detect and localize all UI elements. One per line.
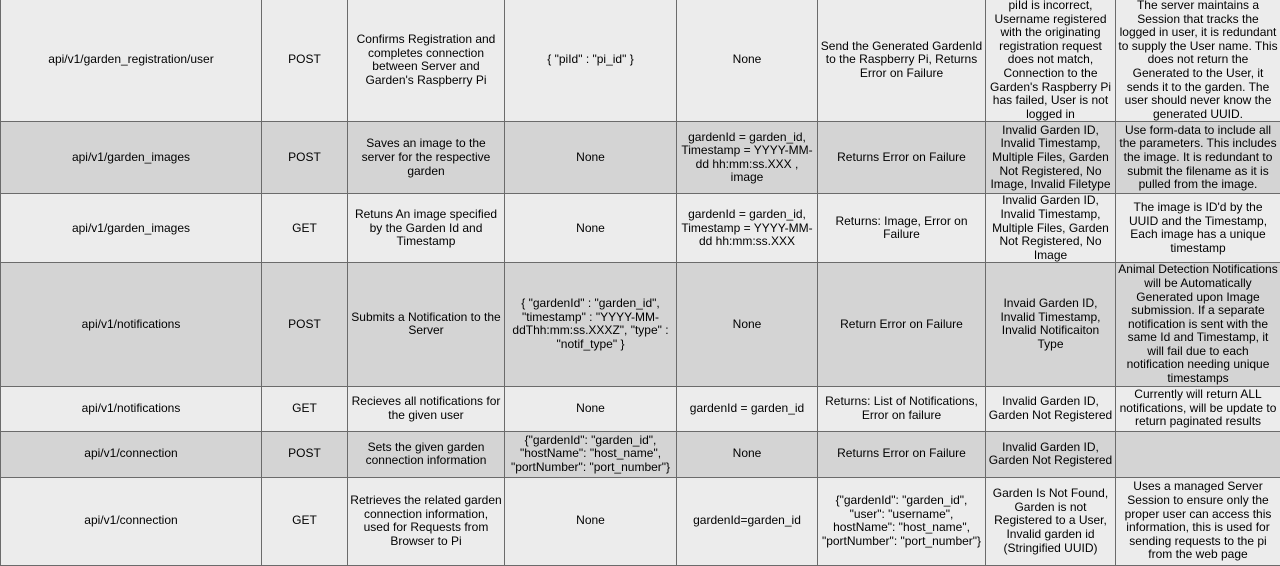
body-cell[interactable]: None: [505, 477, 677, 565]
params-cell[interactable]: gardenId=garden_id: [677, 477, 818, 565]
method-cell[interactable]: POST: [262, 263, 348, 386]
body-cell[interactable]: { "piId" : "pi_id" }: [505, 0, 677, 122]
description-cell[interactable]: Submits a Notification to the Server: [348, 263, 505, 386]
notes-cell[interactable]: Animal Detection Notifications will be Automatically Generated upon Image submission. If a separate notification is sent with the same Id and Timestamp, it will fail due to each notification needing unique timestamps: [1116, 263, 1280, 386]
endpoint-cell[interactable]: api/v1/garden_images: [1, 122, 262, 194]
returns-cell[interactable]: {"gardenId": "garden_id", "user": "username", hostName": "host_name", "portNumber": "port_number"}: [818, 477, 986, 565]
description-cell[interactable]: Retrieves the related garden connection information, used for Requests from Browser to Pi: [348, 477, 505, 565]
params-cell[interactable]: gardenId = garden_id: [677, 386, 818, 431]
errors-cell[interactable]: Invalid Garden ID, Garden Not Registered: [986, 431, 1116, 477]
method-cell[interactable]: POST: [262, 431, 348, 477]
errors-cell[interactable]: Garden Is Not Found, Garden is not Registered to a User, Invalid garden id (Stringified UUID): [986, 477, 1116, 565]
notes-cell[interactable]: Uses a managed Server Session to ensure only the proper user can access this information, this is used for sending requests to the pi from the web page: [1116, 477, 1280, 565]
returns-cell[interactable]: Return Error on Failure: [818, 263, 986, 386]
method-cell[interactable]: POST: [262, 122, 348, 194]
body-cell[interactable]: None: [505, 194, 677, 263]
body-cell[interactable]: {"gardenId": "garden_id", "hostName": "host_name", "portNumber": "port_number"}: [505, 431, 677, 477]
endpoint-cell[interactable]: api/v1/garden_registration/user: [1, 0, 262, 122]
notes-cell[interactable]: Use form-data to include all the parameters. This includes the image. It is redundant to submit the filename as it is pulled from the image.: [1116, 122, 1280, 194]
table-row: [1, 263, 1280, 386]
returns-cell[interactable]: Returns: List of Notifications, Error on failure: [818, 386, 986, 431]
endpoint-cell[interactable]: api/v1/connection: [1, 431, 262, 477]
description-cell[interactable]: Sets the given garden connection information: [348, 431, 505, 477]
returns-cell[interactable]: Send the Generated GardenId to the Raspberry Pi, Returns Error on Failure: [818, 0, 986, 122]
body-cell[interactable]: { "gardenId" : "garden_id", "timestamp" : "YYYY-MM-ddThh:mm:ss.XXXZ", "type" : "notif_type" }: [505, 263, 677, 386]
errors-cell[interactable]: Invaid Garden ID, Invalid Timestamp, Invalid Notificaiton Type: [986, 263, 1116, 386]
notes-cell[interactable]: Currently will return ALL notifications, will be update to return paginated results: [1116, 386, 1280, 431]
params-cell[interactable]: None: [677, 0, 818, 122]
table-row: [1, 194, 1280, 263]
params-cell[interactable]: None: [677, 263, 818, 386]
notes-cell[interactable]: [1116, 431, 1280, 477]
returns-cell[interactable]: Returns Error on Failure: [818, 431, 986, 477]
returns-cell[interactable]: Returns: Image, Error on Failure: [818, 194, 986, 263]
description-cell[interactable]: Saves an image to the server for the respective garden: [348, 122, 505, 194]
body-cell[interactable]: None: [505, 122, 677, 194]
description-cell[interactable]: Recieves all notifications for the given user: [348, 386, 505, 431]
params-cell[interactable]: gardenId = garden_id, Timestamp = YYYY-MM-dd hh:mm:ss.XXX: [677, 194, 818, 263]
method-cell[interactable]: GET: [262, 194, 348, 263]
params-cell[interactable]: gardenId = garden_id, Timestamp = YYYY-MM-dd hh:mm:ss.XXX , image: [677, 122, 818, 194]
method-cell[interactable]: GET: [262, 386, 348, 431]
errors-cell[interactable]: piId is incorrect, Username registered with the originating registration request does not match, Connection to the Garden's Raspberry Pi has failed, User is not logged in: [986, 0, 1116, 122]
table-row: [1, 431, 1280, 477]
endpoint-cell[interactable]: api/v1/garden_images: [1, 194, 262, 263]
errors-cell[interactable]: Invalid Garden ID, Invalid Timestamp, Multiple Files, Garden Not Registered, No Image, Invalid Filetype: [986, 122, 1116, 194]
table-row: [1, 122, 1280, 194]
endpoint-cell[interactable]: api/v1/connection: [1, 477, 262, 565]
endpoint-cell[interactable]: api/v1/notifications: [1, 386, 262, 431]
body-cell[interactable]: None: [505, 386, 677, 431]
params-cell[interactable]: None: [677, 431, 818, 477]
description-cell[interactable]: Retuns An image specified by the Garden Id and Timestamp: [348, 194, 505, 263]
method-cell[interactable]: GET: [262, 477, 348, 565]
errors-cell[interactable]: Invalid Garden ID, Invalid Timestamp, Multiple Files, Garden Not Registered, No Image: [986, 194, 1116, 263]
endpoint-cell[interactable]: api/v1/notifications: [1, 263, 262, 386]
table-row: [1, 0, 1280, 122]
errors-cell[interactable]: Invalid Garden ID, Garden Not Registered: [986, 386, 1116, 431]
method-cell[interactable]: POST: [262, 0, 348, 122]
notes-cell[interactable]: The image is ID'd by the UUID and the Timestamp, Each image has a unique timestamp: [1116, 194, 1280, 263]
description-cell[interactable]: Confirms Registration and completes connection between Server and Garden's Raspberry Pi: [348, 0, 505, 122]
table-row: [1, 477, 1280, 565]
returns-cell[interactable]: Returns Error on Failure: [818, 122, 986, 194]
notes-cell[interactable]: The server maintains a Session that tracks the logged in user, it is redundant to supply the User name. This does not return the Generated to the User, it sends it to the garden. The user should never know the generated UUID.: [1116, 0, 1280, 122]
table-row: [1, 386, 1280, 431]
